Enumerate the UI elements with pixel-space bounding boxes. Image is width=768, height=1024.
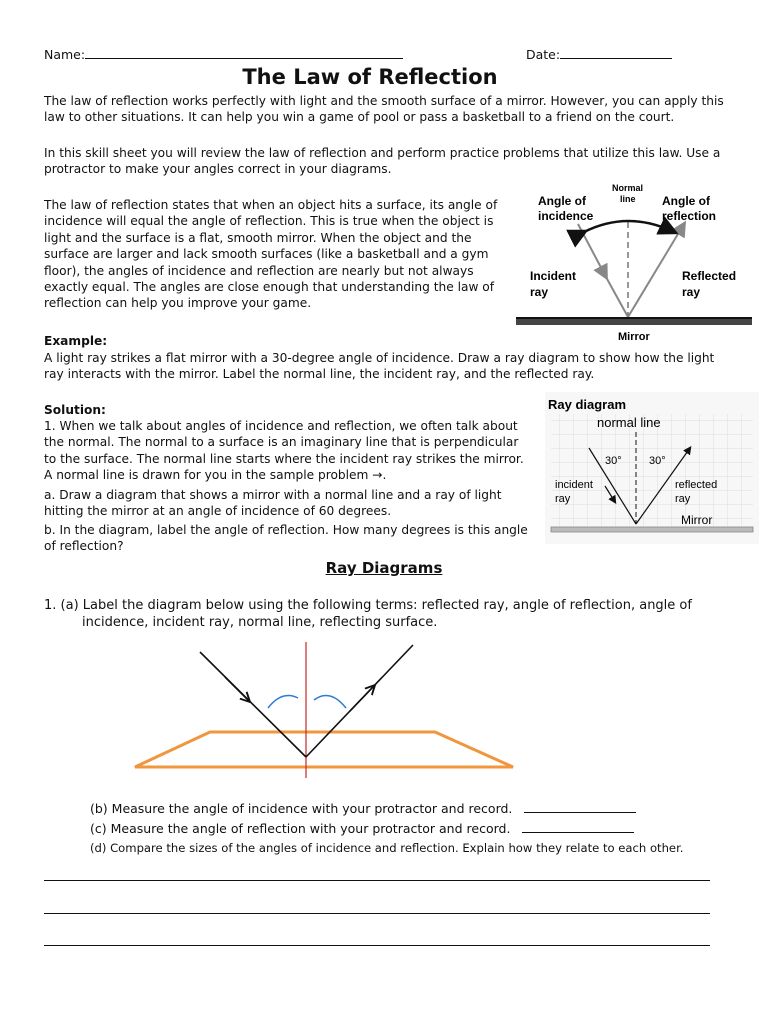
angle-arc <box>584 221 674 232</box>
mirror-label: Mirror <box>681 513 713 527</box>
question-1b-answer-blank[interactable] <box>524 800 636 813</box>
grid-background <box>551 414 753 532</box>
solution-step-b: b. In the diagram, label the angle of reflection. How many degrees is this angle of reflection? <box>44 523 528 554</box>
question-1a-line-2: incidence, incident ray, normal line, reflecting surface. <box>82 615 438 630</box>
solution-heading: Solution: <box>44 403 106 417</box>
incident-ray-label-2: ray <box>555 493 571 505</box>
intro-paragraph-1: The law of reflection works perfectly with light and the smooth surface of a mirror. However, you can apply this law to other situations. It can help you win a game of pool or pass a basketball to a friend on the court. <box>44 94 724 125</box>
date-label: Date: <box>526 47 561 62</box>
question-1b-text: (b) Measure the angle of incidence with your protractor and record. <box>90 801 513 816</box>
reflected-ray <box>628 224 684 317</box>
reflected-ray-label-1: reflected <box>675 479 718 491</box>
question-1d: (d) Compare the sizes of the angles of incidence and reflection. Explain how they relate to each other. <box>90 841 684 855</box>
question-1c-text: (c) Measure the angle of reflection with your protractor and record. <box>90 821 511 836</box>
section-heading: Ray Diagrams <box>325 559 443 577</box>
reflection-diagram <box>514 180 754 340</box>
incident-ray-label-1: incident <box>555 479 593 491</box>
sample-ray-diagram <box>545 392 759 544</box>
solution-step-1: 1. When we talk about angles of incidence and reflection, we often talk about the normal. The normal to a surface is an imaginary line that is perpendicular to the surface. The normal line starts where the incident ray strikes the mirror. A normal line is drawn for you in the sample problem →. <box>44 419 524 483</box>
normal-line-label-2: line <box>620 194 636 204</box>
date-field <box>526 46 672 62</box>
intro-paragraph-2: In this skill sheet you will review the law of reflection and perform practice problems that utilize this law. Use a protractor to make your angles correct in your diagrams. <box>44 146 721 177</box>
reflected-ray-label-1: Reflected <box>682 269 737 283</box>
solution-step-a: a. Draw a diagram that shows a mirror with a normal line and a ray of light hitting the mirror at an angle of incidence of 60 degrees. <box>44 488 502 519</box>
question-1a-line-1: 1. (a) Label the diagram below using the following terms: reflected ray, angle of reflection, angle of <box>44 598 692 613</box>
name-label: Name: <box>44 47 86 62</box>
normal-line-label-1: Normal <box>612 183 644 193</box>
sample-mirror <box>551 527 753 532</box>
mirror-label: Mirror <box>618 331 650 340</box>
normal-line-label: normal line <box>597 415 661 430</box>
angle-of-reflection-arc <box>314 696 346 709</box>
incident-ray-label-2: ray <box>530 285 549 299</box>
reflected-ray-label-2: ray <box>682 285 701 299</box>
incident-ray-label-1: Incident <box>530 269 577 283</box>
answer-line-1[interactable] <box>44 880 710 881</box>
question-1c <box>90 820 634 838</box>
example-text: A light ray strikes a flat mirror with a 30-degree angle of incidence. Draw a ray diagram to show how the light ray interacts with the mirror. Label the normal line, the incident ray, and the reflected ray. <box>44 351 715 382</box>
angle-of-incidence-label-1: Angle of <box>538 194 586 208</box>
angle-of-incidence-label-2: incidence <box>538 209 594 223</box>
angle-label-right: 30° <box>649 455 666 467</box>
section-heading-wrap <box>0 558 768 577</box>
question-1c-answer-blank[interactable] <box>522 820 634 833</box>
incident-ray-arrow <box>578 224 606 277</box>
ray-diagram-title: Ray diagram <box>548 397 627 412</box>
question-1b <box>90 800 636 818</box>
reflected-ray-label-2: ray <box>675 493 691 505</box>
incident-ray <box>606 277 628 317</box>
date-blank[interactable] <box>560 46 672 59</box>
name-field <box>44 46 403 62</box>
angle-of-reflection-label-1: Angle of <box>662 194 710 208</box>
page-title: The Law of Reflection <box>242 65 498 89</box>
incident-ray <box>200 652 306 757</box>
angle-label-left: 30° <box>605 455 622 467</box>
answer-line-2[interactable] <box>44 913 710 914</box>
labeling-diagram <box>120 640 530 780</box>
law-paragraph: The law of reflection states that when an object hits a surface, its angle of incidence will equal the angle of reflection. This is true when the object is light and the surface is a flat, smooth mirror. When the object and the surface are larger and lack smooth surfaces (like a basketball and a gym floor), the angles of incidence and reflection are nearly but not always exactly equal. The angles are close enough that understanding the law of reflection can help you improve your game. <box>44 198 498 311</box>
angle-of-reflection-label-2: reflection <box>662 209 717 223</box>
name-blank[interactable] <box>85 46 403 59</box>
answer-line-3[interactable] <box>44 945 710 946</box>
example-heading: Example: <box>44 334 108 348</box>
angle-of-incidence-arc <box>268 696 298 708</box>
